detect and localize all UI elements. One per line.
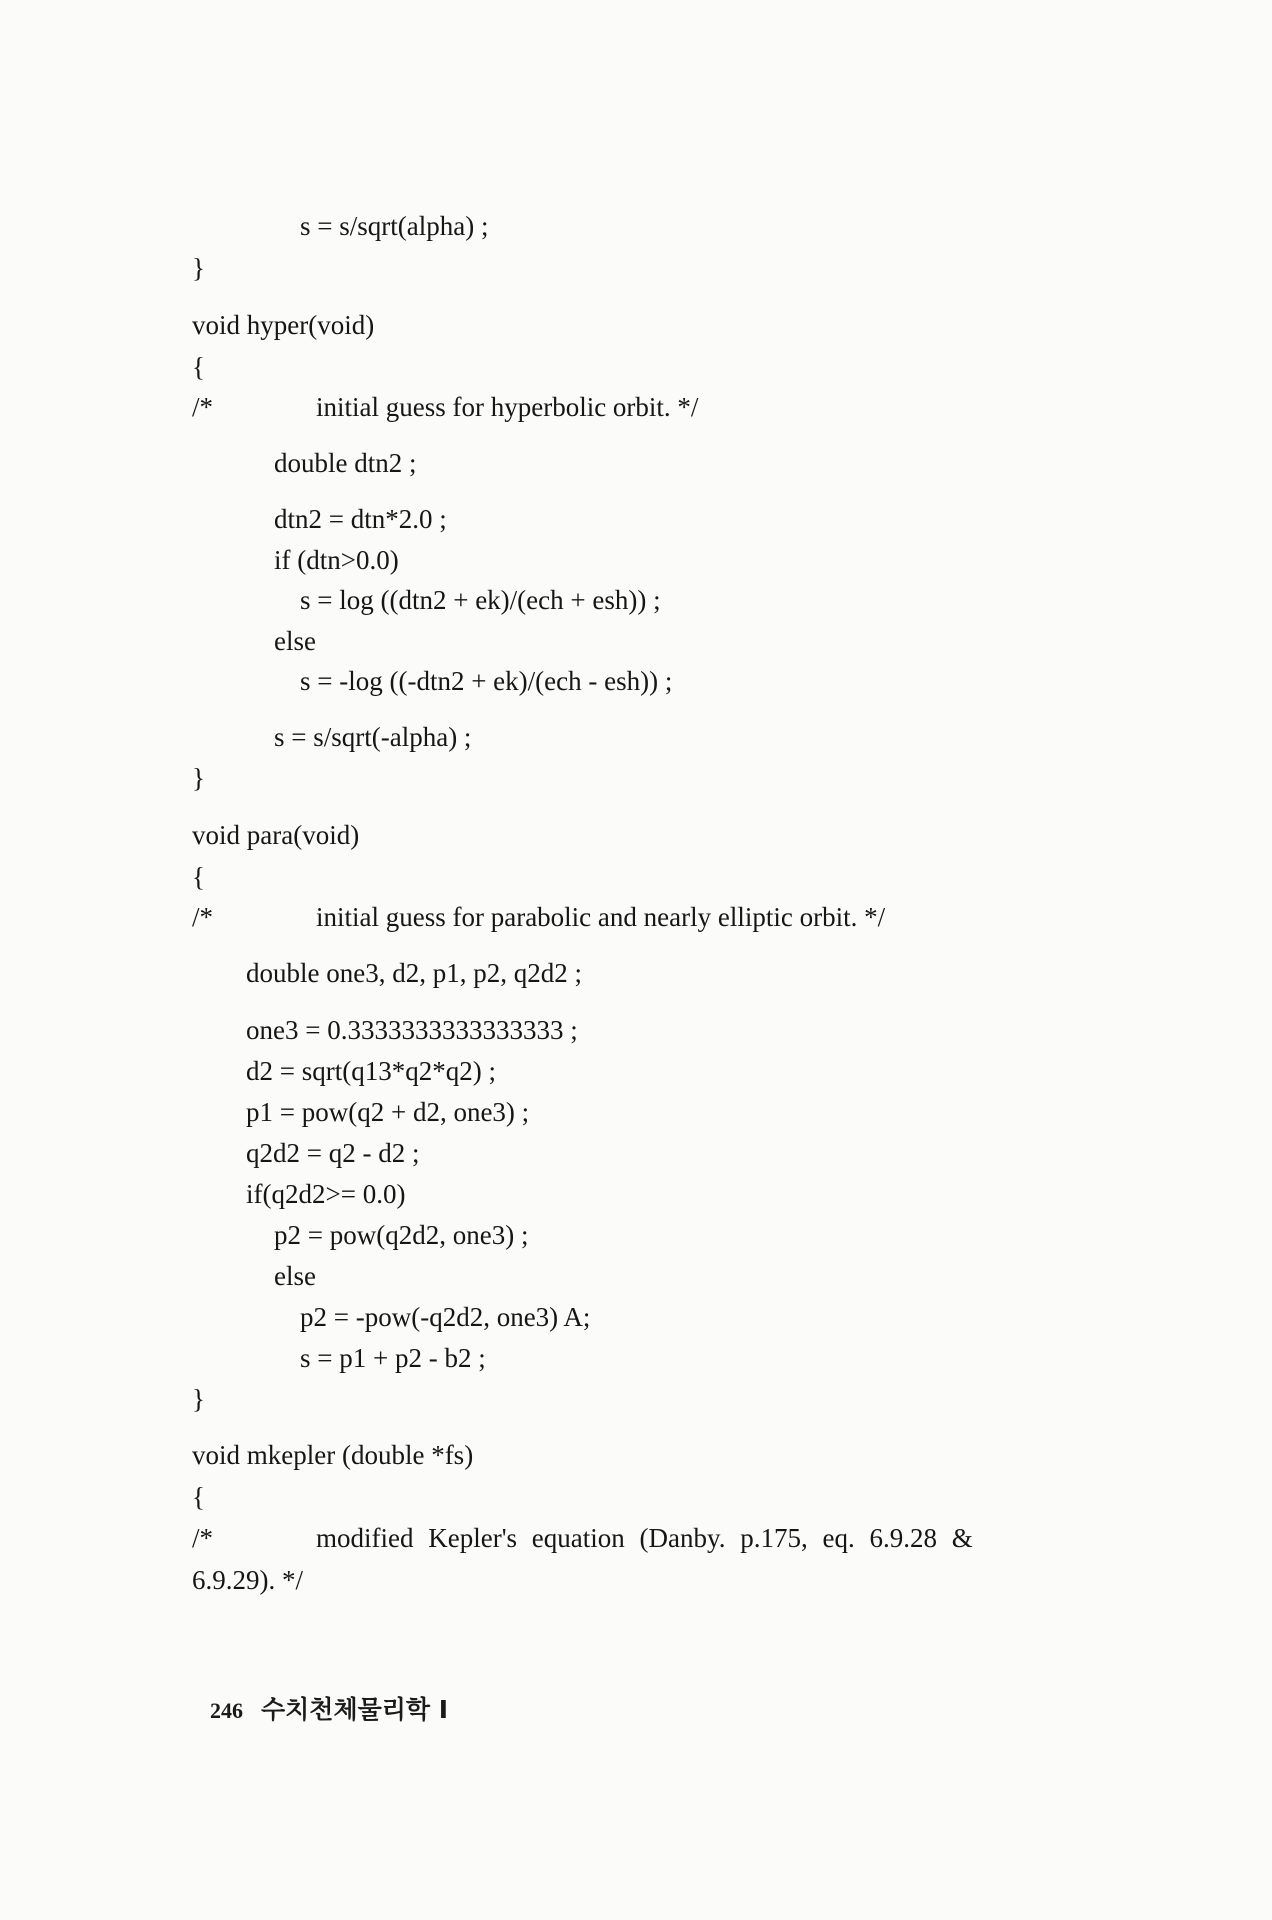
code-line: else — [274, 1261, 316, 1291]
comment-text: modified Kepler's equation (Danby. p.175, eq. 6.9.28 & — [316, 1523, 973, 1553]
function-signature: void para(void) — [192, 820, 360, 850]
code-line: } — [192, 253, 205, 283]
code-line: s = p1 + p2 - b2 ; — [300, 1343, 486, 1373]
function-signature: void hyper(void) — [192, 310, 375, 340]
code-line: double one3, d2, p1, p2, q2d2 ; — [246, 958, 582, 988]
code-line: if (dtn>0.0) — [274, 545, 399, 575]
code-line: } — [192, 763, 205, 793]
code-line: q2d2 = q2 - d2 ; — [246, 1138, 420, 1168]
code-line: } — [192, 1384, 205, 1414]
code-line: double dtn2 ; — [274, 448, 417, 478]
code-line: p2 = pow(q2d2, one3) ; — [274, 1220, 529, 1250]
page-number: 246 — [210, 1698, 243, 1723]
code-line: s = log ((dtn2 + ek)/(ech + esh)) ; — [300, 585, 661, 615]
code-line: s = -log ((-dtn2 + ek)/(ech - esh)) ; — [300, 666, 673, 696]
function-signature: void mkepler (double *fs) — [192, 1440, 474, 1470]
comment-open: /* — [192, 1523, 214, 1553]
code-line: s = s/sqrt(-alpha) ; — [274, 722, 472, 752]
code-line: s = s/sqrt(alpha) ; — [300, 211, 489, 241]
comment-text: initial guess for hyperbolic orbit. */ — [316, 392, 699, 422]
code-line: p2 = -pow(-q2d2, one3) A; — [300, 1302, 591, 1332]
code-line: d2 = sqrt(q13*q2*q2) ; — [246, 1056, 496, 1086]
code-line: { — [192, 1482, 205, 1512]
page-footer — [210, 1690, 448, 1726]
code-line: { — [192, 862, 205, 892]
code-line: dtn2 = dtn*2.0 ; — [274, 504, 447, 534]
book-title: 수치천체물리학 I — [261, 1695, 449, 1724]
comment-open: /* — [192, 902, 214, 932]
comment-text: initial guess for parabolic and nearly elliptic orbit. */ — [316, 902, 886, 932]
code-line: if(q2d2>= 0.0) — [246, 1179, 406, 1209]
code-line: { — [192, 352, 205, 382]
code-line: p1 = pow(q2 + d2, one3) ; — [246, 1097, 530, 1127]
code-line: 6.9.29). */ — [192, 1565, 303, 1595]
code-line: else — [274, 626, 316, 656]
comment-open: /* — [192, 392, 214, 422]
code-line: one3 = 0.3333333333333333 ; — [246, 1015, 578, 1045]
